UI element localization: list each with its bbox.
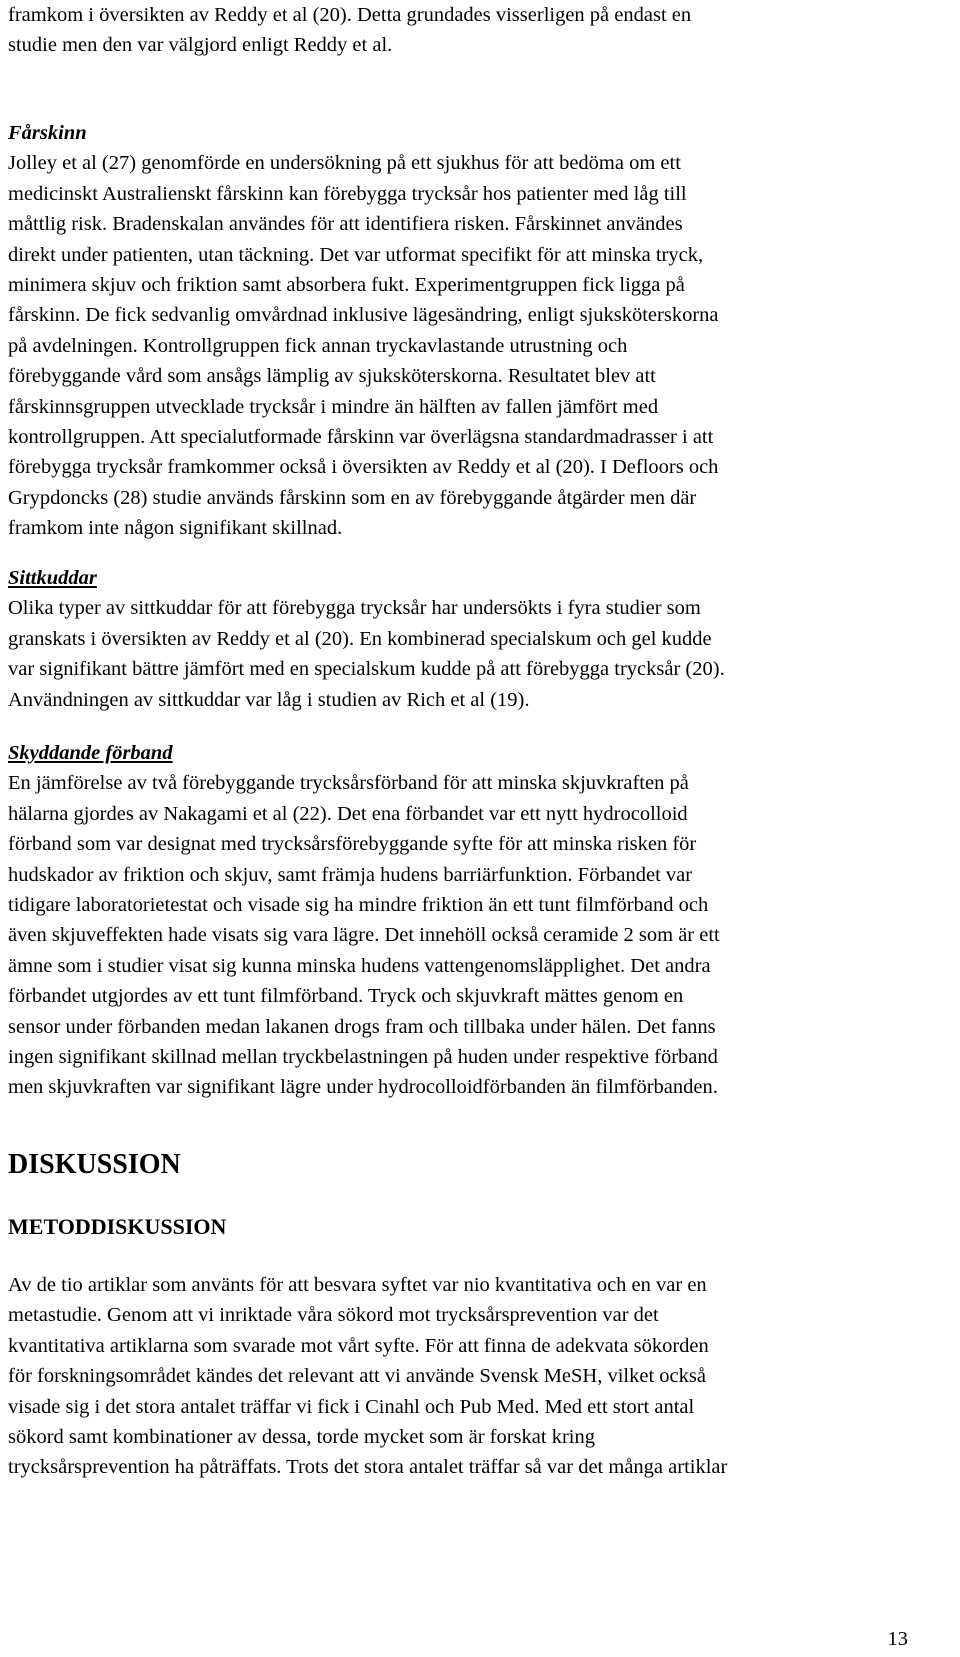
text-line: fårskinnsgruppen utvecklade trycksår i mindre än hälften av fallen jämfört med [8,395,659,418]
text-line: framkom inte någon signifikant skillnad. [8,517,343,540]
text-line: medicinskt Australienskt fårskinn kan förebygga trycksår hos patienter med låg till [8,182,687,205]
text-line: sensor under förbanden medan lakanen drogs fram och tillbaka under hälen. Det fanns [8,1015,716,1038]
text-line: fårskinn. De fick sedvanlig omvårdnad inklusive lägesändring, enligt sjuksköterskorna [8,304,719,327]
text-line: även skjuveffekten hade visats sig vara lägre. Det innehöll också ceramide 2 som är ett [8,924,720,947]
text-line: för forskningsområdet kändes det relevant att vi använde Svensk MeSH, vilket också [8,1365,706,1388]
metoddiskussion-paragraph [8,1270,950,1483]
section-sittkuddar [8,563,950,715]
text-line: En jämförelse av två förebyggande trycksårsförband för att minska skjuvkraften på [8,772,689,795]
text-line: Användningen av sittkuddar var låg i studien av Rich et al (19). [8,688,530,711]
section-heading-sittkuddar: Sittkuddar [8,567,97,589]
text-line: kvantitativa artiklarna som svarade mot vårt syfte. För att finna de adekvata sökorden [8,1334,709,1357]
text-line: ingen signifikant skillnad mellan tryckbelastningen på huden under respektive förband [8,1046,718,1069]
text-line: kontrollgruppen. Att specialutformade fårskinn var överlägsna standardmadrasser i att [8,426,714,449]
section-heading-farskinn: Fårskinn [8,122,87,144]
section-title: METODDISKUSSION [8,1214,227,1239]
text-line: hälarna gjordes av Nakagami et al (22). Det ena förbandet var ett nytt hydrocolloid [8,802,688,825]
text-line: förebyggande vård som ansågs lämplig av sjuksköterskorna. Resultatet blev att [8,365,656,388]
text-line: Olika typer av sittkuddar för att förebygga trycksår har undersökts i fyra studier som [8,597,701,620]
text-line: framkom i översikten av Reddy et al (20). Detta grundades visserligen på endast en [8,4,692,26]
text-line: hudskador av friktion och skjuv, samt främja hudens barriärfunktion. Förbandet var [8,863,693,886]
text-line: förbandet utgjordes av ett tunt filmförband. Tryck och skjuvkraft mättes genom en [8,985,684,1008]
chapter-title: DISKUSSION [8,1149,181,1180]
section-heading-skyddande-forband: Skyddande förband [8,742,173,764]
text-line: studie men den var välgjord enligt Reddy et al. [8,34,393,57]
intro-paragraph [8,0,950,61]
text-line: minimera skjuv och friktion samt absorbera fukt. Experimentgruppen fick ligga på [8,274,685,297]
text-line: måttlig risk. Bradenskalan användes för att identifiera risken. Fårskinnet användes [8,213,683,236]
text-line: trycksårsprevention ha påträffats. Trots det stora antalet träffar så var det många artiklar [8,1456,728,1479]
text-line: var signifikant bättre jämfört med en specialskum kudde på att förebygga trycksår (20). [8,658,725,681]
text-line: förebygga trycksår framkommer också i översikten av Reddy et al (20). I Defloors och [8,456,719,479]
text-line: förband som var designat med trycksårsförebyggande syfte för att minska risken för [8,833,697,856]
text-line: ämne som i studier visat sig kunna minska hudens vattengenomsläpplighet. Det andra [8,954,711,977]
text-line: men skjuvkraften var signifikant lägre under hydrocolloidförbanden än filmförbanden. [8,1076,718,1099]
section-farskinn [8,118,950,544]
text-line: metastudie. Genom att vi inriktade våra sökord mot trycksårsprevention var det [8,1304,659,1327]
section-skyddande-forband [8,738,950,1103]
text-line: granskats i översikten av Reddy et al (20). En kombinerad specialskum och gel kudde [8,627,712,650]
text-line: Grypdoncks (28) studie används fårskinn som en av förebyggande åtgärder men där [8,486,697,509]
text-line: Jolley et al (27) genomförde en undersökning på ett sjukhus för att bedöma om ett [8,152,681,175]
text-line: visade sig i det stora antalet träffar vi fick i Cinahl och Pub Med. Med ett stort antal [8,1395,695,1418]
text-line: sökord samt kombinationer av dessa, torde mycket som är forskat kring [8,1426,595,1449]
text-line: tidigare laboratorietestat och visade sig ha mindre friktion än ett tunt filmförband och [8,894,709,917]
text-line: direkt under patienten, utan täckning. Det var utformat specifikt för att minska tryck, [8,243,704,266]
text-line: på avdelningen. Kontrollgruppen fick annan tryckavlastande utrustning och [8,334,628,357]
text-line: Av de tio artiklar som använts för att besvara syftet var nio kvantitativa och en var en [8,1274,707,1296]
page-number: 13 [887,1628,908,1650]
